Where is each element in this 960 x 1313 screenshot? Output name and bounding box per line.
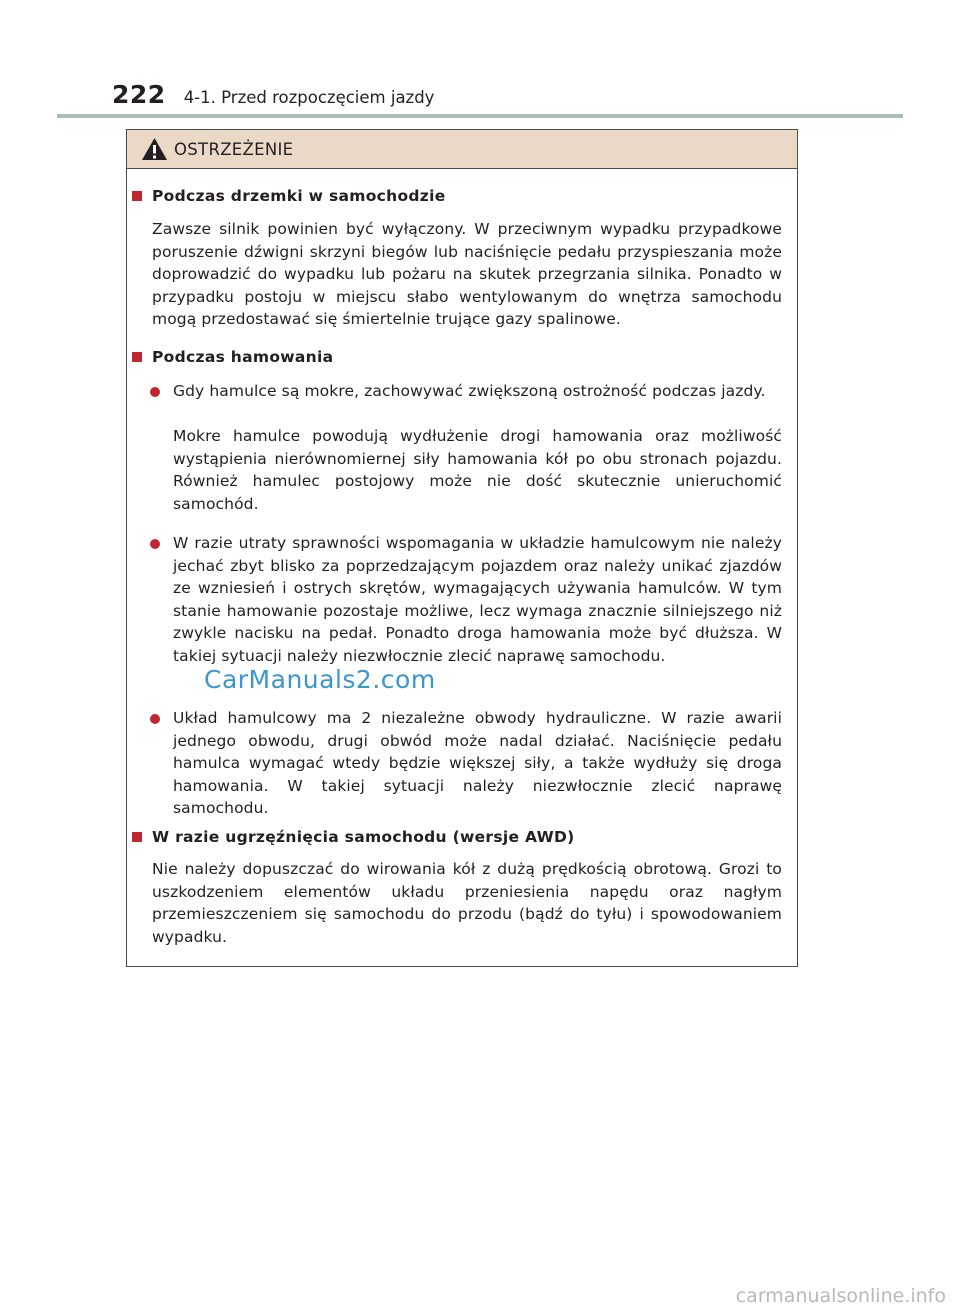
warning-title: OSTRZEŻENIE [174, 139, 294, 159]
red-dot-icon [150, 539, 160, 549]
warning-triangle-icon [141, 137, 168, 161]
bullet-text: Gdy hamulce są mokre, zachowywać zwiększoną ostrożność podczas jazdy. [173, 382, 766, 400]
red-dot-icon [150, 387, 160, 397]
section-heading [132, 187, 446, 205]
watermark: CarManuals2.com [204, 665, 436, 694]
red-square-icon [132, 832, 142, 842]
section-text: Zawsze silnik powinien być wyłączony. W przeciwnym wypadku przypadkowe poruszenie dźwigni skrzyni biegów lub naciśnięcie pedału przyspieszania może doprowadzić do wypadku lub pożaru na skutek przegrzania silnika. Ponadto w przypadku postoju w miejscu słabo wentylowanym do wnętrza samochodu mogą przedostawać się śmiertelnie trujące gazy spalinowe. [152, 220, 782, 328]
section-text: Nie należy dopuszczać do wirowania kół z dużą prędkością obrotową. Grozi to uszkodzeniem elementów układu przeniesienia napędu oraz nagłym przemieszczeniem się samochodu do przodu (bądź do tyłu) i spowodowaniem wypadku. [152, 860, 782, 946]
section-title: Podczas drzemki w samochodzie [152, 187, 446, 205]
section-heading [132, 348, 333, 366]
page-header [112, 80, 434, 109]
footer-watermark: carmanualsonline.info [735, 1285, 946, 1307]
red-dot-icon [150, 714, 160, 724]
red-square-icon [132, 352, 142, 362]
warning-box [126, 129, 798, 967]
red-square-icon [132, 191, 142, 201]
section-heading [132, 828, 575, 846]
section-title: Podczas hamowania [152, 348, 334, 366]
page-number: 222 [112, 80, 166, 109]
bullet-text: W razie utraty sprawności wspomagania w układzie hamulcowym nie należy jechać zbyt blisko za poprzedzającym pojazdem oraz należy unikać zjazdów ze wzniesień i ostrych skrętów, wymagających używania hamulców. W tym stanie hamowanie pozostaje możliwe, lecz wymaga znacznie silniejszego niż zwykle nacisku na pedał. Ponadto droga hamowania może być dłuższa. W takiej sytuacji należy niezwłocznie zlecić naprawę samochodu. [173, 534, 782, 665]
warning-header [127, 130, 797, 169]
section-title: W razie ugrzęźnięcia samochodu (wersje AWD) [152, 828, 575, 846]
chapter-title: 4-1. Przed rozpoczęciem jazdy [183, 88, 435, 107]
header-rule [57, 114, 903, 118]
bullet-text: Układ hamulcowy ma 2 niezależne obwody hydrauliczne. W razie awarii jednego obwodu, drugi obwód może nadal działać. Naciśnięcie pedału hamulca wymagać wtedy będzie większej siły, a także wydłuży się droga hamowania. W takiej sytuacji należy niezwłocznie zlecić naprawę samochodu. [173, 709, 782, 817]
bullet-continuation: Mokre hamulce powodują wydłużenie drogi hamowania oraz możliwość wystąpienia nierównomiernej siły hamowania kół po obu stronach pojazdu. Również hamulec postojowy może nie dość skutecznie unieruchomić samochód. [173, 427, 782, 513]
